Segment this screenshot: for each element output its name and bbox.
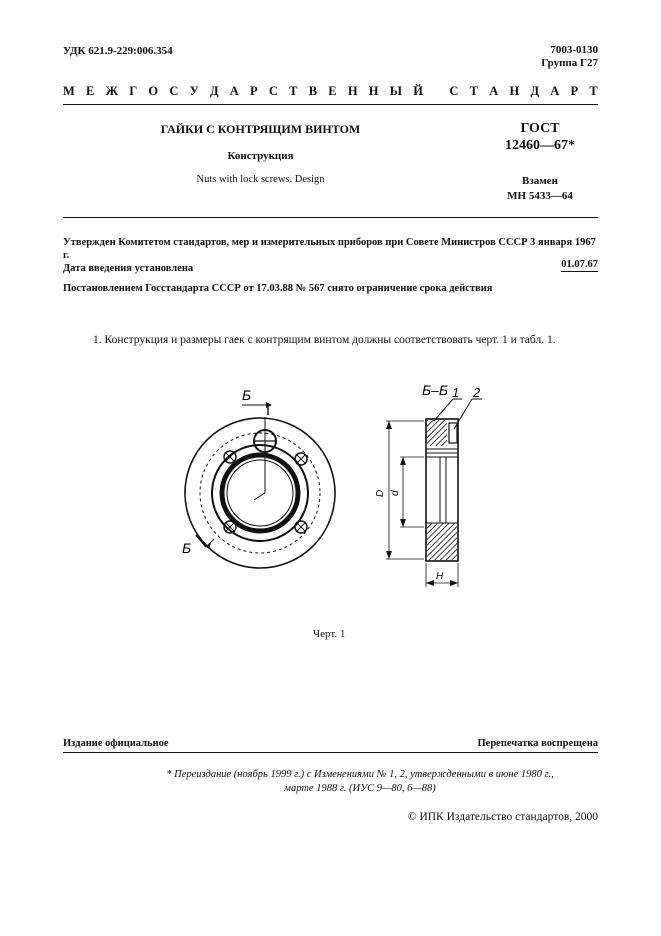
heading-letter: Д [209, 84, 219, 98]
heading-letter: Т [289, 84, 298, 98]
classification-codes [541, 44, 598, 70]
heading-letter: А [229, 84, 239, 98]
heading-letter: Й [413, 84, 423, 98]
footnote-line-2: марте 1988 г. (ИУС 9—80, 6—88) [284, 783, 436, 794]
approval-block [63, 236, 598, 275]
dim-D-label: D [375, 489, 386, 497]
header-rule-top [63, 104, 598, 105]
heading-letter: Д [530, 84, 540, 98]
dim-d-label: d [390, 490, 401, 496]
heading-letter: Е [328, 84, 337, 98]
gost-number: 12460—67* [505, 138, 575, 153]
reissue-footnote [120, 768, 600, 796]
callout-2: 2 [473, 385, 481, 400]
heading-letter: С [449, 84, 459, 98]
heading-letter: Н [347, 84, 358, 98]
cut-mark-top: Б [242, 387, 252, 403]
replaces-standard: МН 5433—64 [507, 190, 573, 202]
intro-date-label: Дата введения установлена [63, 263, 194, 274]
heading-letter: Н [509, 84, 520, 98]
heading-letter: Ы [389, 84, 403, 98]
cut-mark-bottom: Б [182, 540, 192, 556]
official-edition: Издание официальное [63, 738, 169, 749]
heading-letter: М [63, 84, 75, 98]
dim-H-label: H [436, 571, 444, 582]
replaces-label: Взамен [522, 175, 558, 187]
heading-letter: В [308, 84, 318, 98]
english-title: Nuts with lock screws. Design [196, 174, 325, 185]
document-title: ГАЙКИ С КОНТРЯЩИМ ВИНТОМ [160, 122, 361, 136]
heading-letter: А [489, 84, 499, 98]
gost-block [470, 120, 610, 204]
header-rule-bottom [63, 217, 598, 218]
heading-letter: Р [570, 84, 579, 98]
heading-letter: С [169, 84, 179, 98]
heading-letter [434, 84, 438, 99]
heading-letter: Т [469, 84, 479, 98]
section-label: Б–Б [422, 383, 449, 398]
reprint-prohibited: Перепечатка воспрещена [477, 738, 598, 749]
document-subtitle: Конструкция [227, 150, 294, 162]
heading-letter: О [148, 84, 159, 98]
heading-letter: Ж [105, 84, 118, 98]
heading-letter: С [268, 84, 278, 98]
intro-date: 01.07.67 [561, 259, 598, 270]
drawing-figure-1 [170, 383, 490, 598]
heading-letter: Е [86, 84, 95, 98]
okp-code: 7003-0130 [550, 44, 598, 56]
heading-letter: У [189, 84, 199, 98]
heading-letter: Р [250, 84, 258, 98]
approval-text: Утвержден Комитетом стандартов, мер и измерительных приборов при Совете Министров СССР 3 января 1967 г. [63, 237, 596, 261]
paragraph-1: 1. Конструкция и размеры гаек с контрящим винтом должны соответствовать черт. 1 и табл. 1. [93, 334, 556, 346]
gost-label: ГОСТ [520, 121, 560, 136]
heading-letter: Н [368, 84, 379, 98]
footer-rule [63, 752, 598, 753]
nut-front-view [185, 402, 335, 568]
title-block [63, 122, 458, 185]
footnote-line-1: * Переиздание (ноябрь 1999 г.) с Изменениями № 1, 2, утвержденными в июне 1980 г., [166, 769, 554, 780]
heading-letter: Г [129, 84, 138, 98]
heading-letter: А [550, 84, 560, 98]
interstate-standard-heading [63, 84, 598, 99]
decree-text: Постановлением Госстандарта СССР от 17.03.88 № 567 снято ограничение срока действия [63, 283, 493, 294]
callout-1: 1 [452, 385, 460, 400]
copyright: © ИПК Издательство стандартов, 2000 [407, 811, 598, 823]
group-code: Группа Г27 [541, 57, 598, 69]
figure-caption: Черт. 1 [313, 628, 346, 640]
udk-code: УДК 621.9-229:006.354 [63, 45, 173, 57]
heading-letter: Т [589, 84, 598, 98]
